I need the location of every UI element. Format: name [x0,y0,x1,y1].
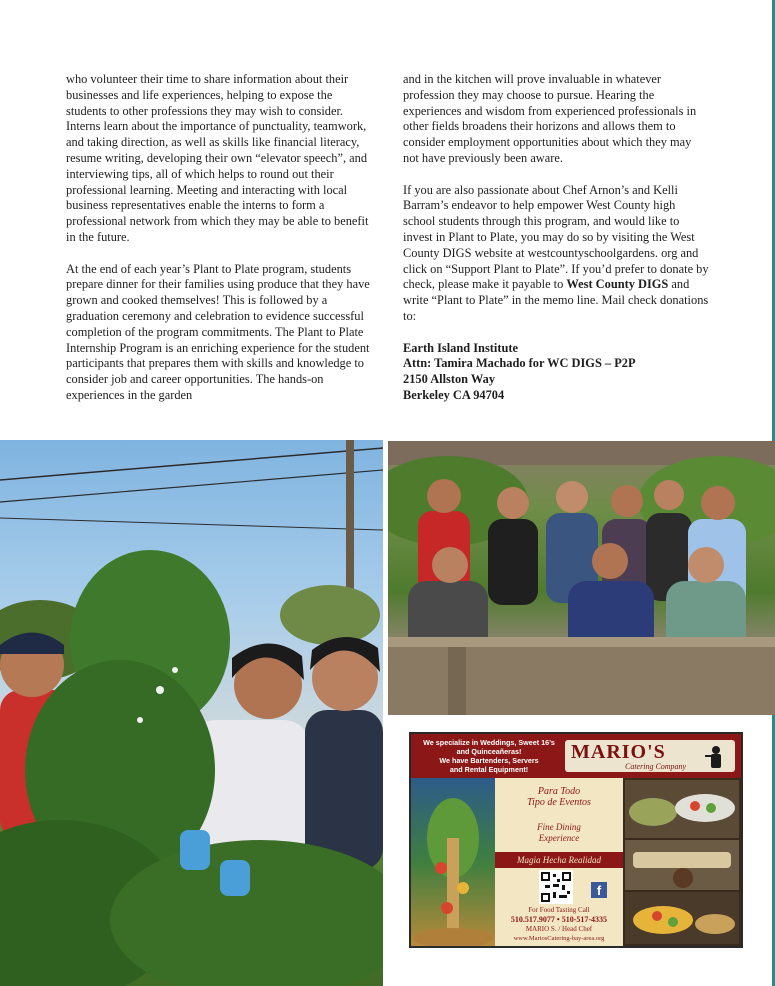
ad-banner [411,734,741,778]
ad-banner-line: and Rental Equipment! [449,765,529,774]
food-dishes-illustration [623,778,741,946]
ad-contact-line: MARIO S. / Head Chef [525,925,593,933]
ad-banner-line: We have Bartenders, Servers [439,756,539,765]
chef-silhouette-icon [703,744,729,770]
ad-info-panel [495,778,623,946]
fruit-tower-illustration [411,778,495,946]
ad-contact-info [495,906,623,943]
ad-banner-line: and Quinceañeras! [456,747,522,756]
payee-name: West County DIGS [566,277,669,292]
article-paragraph: who volunteer their time to share information about their businesses and life experiences, helping to expose the students to other professions they may wish to consider. Interns learn about the importance of punctuality, teamwork, and taking direction, as well as skills like financial literacy, resume writing, developing their own “elevator speech”, and interviewing tips, all of which helps to round out their professional learning. Meeting and interacting with local business representatives enable the interns to form a professional network from which they may be able to benefit in the future. [66,72,369,244]
ad-food-display-image [411,778,495,946]
photo-student-group [388,441,775,715]
facebook-icon[interactable]: f [591,882,607,898]
ad-banner-line: We specialize in Weddings, Sweet 16’s [423,738,555,747]
ad-banner-text [415,738,563,774]
mailing-address [403,341,709,404]
logo-subtitle: Catering Company [625,762,687,771]
ad-tagline: Para Todo [537,786,581,797]
address-line: Earth Island Institute [403,340,518,355]
donation-paragraph [403,183,709,325]
ad-phone-numbers: 510.517.9077 • 510-517-4335 [510,915,608,924]
marios-logo [565,740,735,772]
ad-slogan-band: Magia Hecha Realidad [495,852,623,868]
garden-photo-illustration [0,440,383,986]
group-photo-illustration [388,441,775,715]
address-line: Berkeley CA 94704 [403,387,505,402]
ad-tagline: Fine Dining [537,822,581,832]
address-line: Attn: Tamira Machado for WC DIGS – P2P [403,356,636,371]
ad-tagline: Experience [538,833,580,843]
ad-dishes-collage [623,778,741,946]
qr-code-icon[interactable] [539,870,573,904]
article-paragraph: At the end of each year’s Plant to Plate program, students prepare dinner for their families using produce that they have grown and cooked themselves! This is followed by a graduation ceremony and celebration to evidence successful completion of the program commitments. The Plant to Plate Internship Program is an enriching experience for the student participants that prepares them with skills and knowledge to consider job and career opportunities. The hands-on experiences in the garden [66,261,370,402]
donation-text: If you are also passionate about Chef Arnon’s and Kelli Barram’s endeavor to help empower West County high school students through this program, and would like to invest in Plant to Plate, you may do so by visiting the West County DIGS website at westcountyschoolgardens. org and click on “Support Plant to Plate”. If you’d prefer to donate by check, please make it payable to [403,182,709,292]
article-left-column [66,72,376,420]
ad-website: www.MariosCatering-bay-area.org [513,935,605,942]
address-line: 2150 Allston Way [403,372,496,387]
marios-catering-ad[interactable] [409,732,743,948]
logo-name: MARIO'S [571,741,666,763]
article-right-column [403,72,709,404]
article-paragraph: and in the kitchen will prove invaluable in whatever profession they may choose to pursue. Hearing the experiences and wisdom from experienced professionals in other fields broadens their horizons and allows them to consider employment opportunities about which they may not have previously been aware. [403,72,697,165]
ad-tagline: Tipo de Eventos [527,797,591,808]
ad-contact-line: For Food Tasting Call [528,906,590,914]
donation-text: and write “Plant to Plate” in the memo line. Mail check donations to: [403,277,709,323]
photo-students-in-garden [0,440,383,986]
